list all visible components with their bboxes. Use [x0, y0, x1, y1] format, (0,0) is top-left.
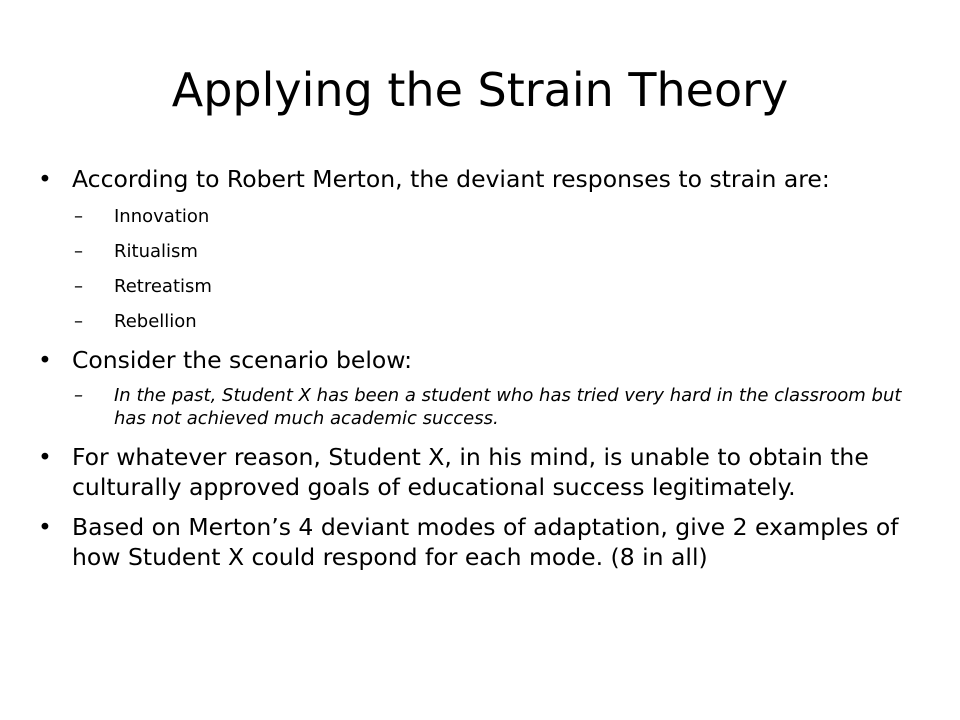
dash-marker: – — [74, 206, 83, 227]
dash-marker: – — [74, 385, 83, 406]
bullet-text: According to Robert Merton, the deviant responses to strain are: — [72, 165, 830, 193]
bullet-marker: • — [38, 346, 52, 374]
slide-title: Applying the Strain Theory — [171, 63, 789, 117]
bullet-item — [38, 345, 928, 375]
sub-item-text: Innovation — [114, 206, 210, 227]
bullet-marker: • — [38, 513, 52, 541]
sub-item-text: In the past, Student X has been a student who has tried very hard in the classroom but has not achieved much academic success. — [114, 385, 902, 429]
bullet-text: Based on Merton’s 4 deviant modes of adaptation, give 2 examples of how Student X could respond for each mode. (8 in all) — [72, 513, 899, 571]
slide-content — [38, 164, 928, 572]
bullet-text: For whatever reason, Student X, in his mind, is unable to obtain the culturally approved goals of educational success legitimately. — [72, 443, 869, 501]
sub-item — [38, 240, 928, 263]
sub-item-text: Retreatism — [114, 276, 212, 297]
sub-item — [38, 310, 928, 333]
sub-item — [38, 384, 928, 430]
sub-item — [38, 275, 928, 298]
dash-marker: – — [74, 241, 83, 262]
sub-item — [38, 205, 928, 228]
bullet-marker: • — [38, 165, 52, 193]
dash-marker: – — [74, 276, 83, 297]
sub-item-text: Rebellion — [114, 311, 197, 332]
bullet-item — [38, 164, 928, 194]
bullet-text: Consider the scenario below: — [72, 346, 413, 374]
bullet-item — [38, 512, 928, 572]
bullet-marker: • — [38, 443, 52, 471]
dash-marker: – — [74, 311, 83, 332]
bullet-item — [38, 442, 928, 502]
sub-item-text: Ritualism — [114, 241, 198, 262]
